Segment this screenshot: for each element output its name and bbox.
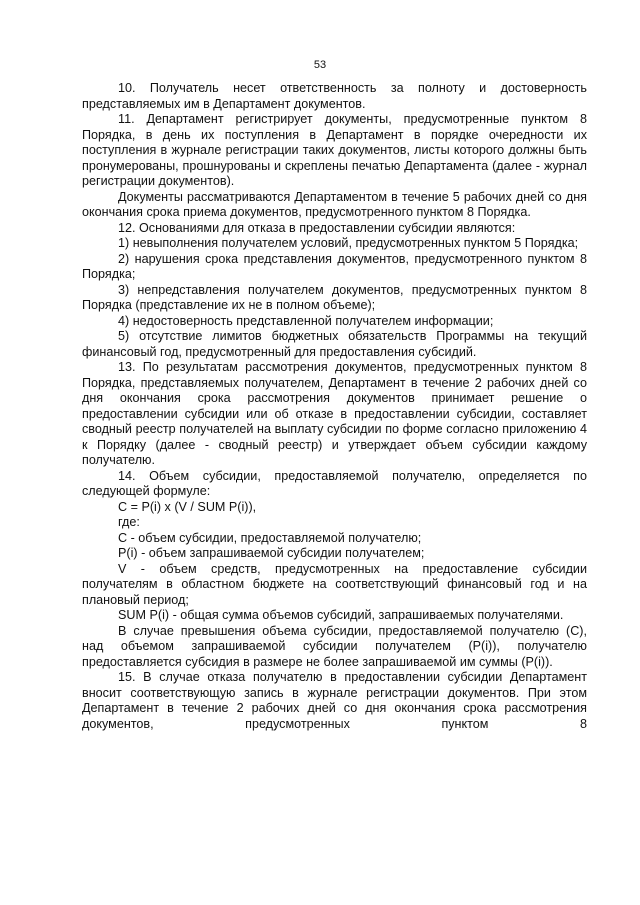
refusal-reason-1: 1) невыполнения получателем условий, предусмотренных пунктом 5 Порядка; — [118, 236, 579, 250]
formula-def-p: P(i) - объем запрашиваемой субсидии получателем; — [118, 546, 425, 560]
formula-where: где: — [118, 515, 140, 529]
paragraph-review-term: Документы рассматриваются Департаментом в течение 5 рабочих дней со дня окончания срока приема документов, предусмотренного пунктом 8 Порядка. — [82, 189, 587, 219]
formula-def-c: C - объем субсидии, предоставляемой получателю; — [118, 530, 422, 545]
refusal-reason-3: 3) непредставления получателем документов, предусмотренных пунктом 8 Порядка (представление их не в полном объеме); — [82, 282, 587, 312]
refusal-reason-4: 4) недостоверность представленной получателем информации; — [118, 313, 494, 328]
subsidy-formula: C = P(i) x (V / SUM P(i)), — [118, 499, 257, 514]
paragraph-12: 12. Основаниями для отказа в предоставлении субсидии являются: — [118, 220, 516, 235]
formula-def-v: V - объем средств, предусмотренных на предоставление субсидии получателям в областном бюджете на соответствующий финансовый год и на плановый период; — [82, 561, 587, 607]
paragraph-13: 13. По результатам рассмотрения документов, предусмотренных пунктом 8 Порядка, представляемых получателем, Департамент в течение 2 рабочих дней со дня окончания срока рассмотрения документов принимает решение о предоставлении субсидии или об отказе в предоставлении субсидии, составляет сводный реестр получателей на выплату субсидии по форме согласно приложению 4 к Порядку (далее - сводный реестр) и утверждает объем субсидии каждому получателю. — [82, 360, 587, 467]
paragraph-excess: В случае превышения объема субсидии, предоставляемой получателю (C), над объемом запрашиваемой субсидии получателем (P(i)), получателю предоставляется субсидия в размере не более запрашиваемой им суммы (P(i)). — [82, 623, 587, 669]
paragraph-11: 11. Департамент регистрирует документы, предусмотренные пунктом 8 Порядка, в день их поступления в Департамент в порядке очередности их поступления в журнале регистрации таких документов, листы которого должны быть пронумерованы, прошнурованы и скреплены печатью Департамента (далее - журнал регистрации документов). — [82, 112, 587, 188]
refusal-reason-5: 5) отсутствие лимитов бюджетных обязательств Программы на текущий финансовый год, предусмотренный для предоставления субсидий. — [82, 329, 587, 359]
paragraph-15: 15. В случае отказа получателю в предоставлении субсидии Департамент вносит соответствующую запись в журнале регистрации документов. При этом Департамент в течение 2 рабочих дней со дня окончания срока рассмотрения документов, предусмотренных пунктом 8 — [82, 670, 587, 731]
page-number: 53 — [313, 59, 327, 71]
formula-def-sum: SUM P(i) - общая сумма объемов субсидий, запрашиваемых получателями. — [118, 608, 564, 622]
document-body — [82, 81, 587, 732]
refusal-reason-2: 2) нарушения срока представления документов, предусмотренного пунктом 8 Порядка; — [82, 251, 587, 281]
paragraph-10: 10. Получатель несет ответственность за полноту и достоверность представляемых им в Департамент документов. — [82, 81, 587, 111]
paragraph-14: 14. Объем субсидии, предоставляемой получателю, определяется по следующей формуле: — [82, 468, 587, 498]
